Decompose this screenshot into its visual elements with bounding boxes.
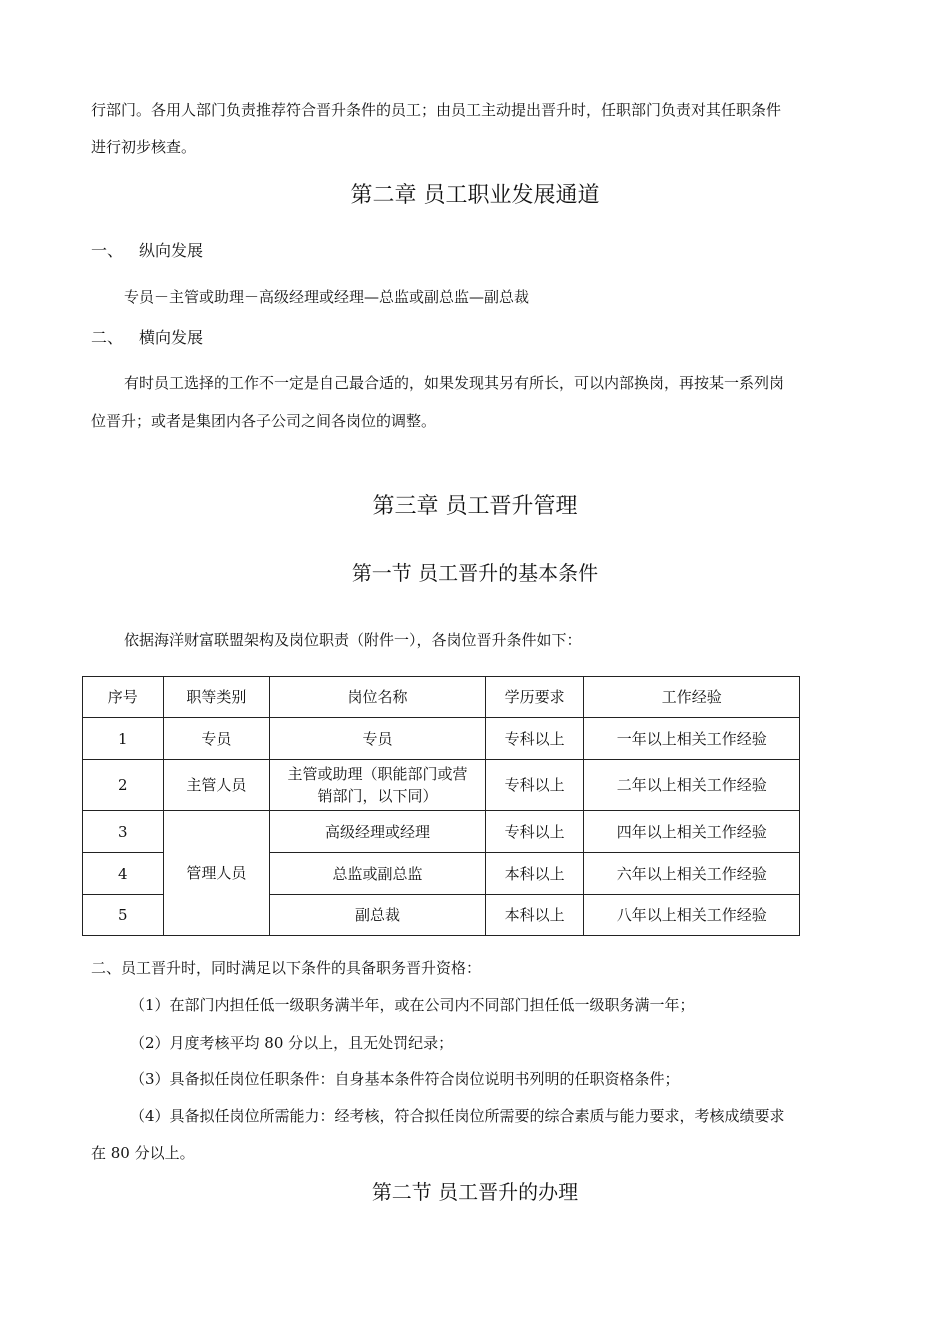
table-cell: 八年以上相关工作经验 xyxy=(584,895,800,936)
paragraph-line: 在 80 分以上。 xyxy=(91,1144,195,1162)
paragraph-line: 行部门。各用人部门负责推荐符合晋升条件的员工；由员工主动提出晋升时，任职部门负责对其任职条件 xyxy=(91,101,782,119)
paragraph-line: 专员－主管或助理－高级经理或经理—总监或副总监—副总裁 xyxy=(124,288,530,306)
table-cell: 副总裁 xyxy=(270,895,486,936)
table-header-cell: 学历要求 xyxy=(485,677,584,718)
table-cell: 六年以上相关工作经验 xyxy=(584,853,800,895)
cell-line: 销部门，以下同） xyxy=(317,787,438,805)
table-header-cell: 工作经验 xyxy=(584,677,800,718)
table-cell: 管理人员 xyxy=(163,811,270,936)
table-cell: 4 xyxy=(83,853,164,895)
table-row xyxy=(83,811,800,853)
table-cell: 专科以上 xyxy=(485,718,584,760)
table-cell: 5 xyxy=(83,895,164,936)
section-title: 横向发展 xyxy=(139,328,204,347)
paragraph-line: 二、员工晋升时，同时满足以下条件的具备职务晋升资格： xyxy=(91,959,482,977)
condition-item: （2）月度考核平均 80 分以上，且无处罚纪录； xyxy=(130,1034,454,1052)
section-number: 二、 xyxy=(91,328,124,347)
condition-item: （3）具备拟任岗位任职条件：自身基本条件符合岗位说明书列明的任职资格条件； xyxy=(130,1070,680,1088)
paragraph-line: 有时员工选择的工作不一定是自己最合适的，如果发现其另有所长，可以内部换岗，再按某一系列岗 xyxy=(124,374,785,392)
chapter-title: 第三章 员工晋升管理 xyxy=(372,494,578,519)
table-cell: 专科以上 xyxy=(485,811,584,853)
table-cell: 主管人员 xyxy=(163,760,270,811)
table-header-cell: 职等类别 xyxy=(163,677,270,718)
paragraph-line: 依据海洋财富联盟架构及岗位职责（附件一），各岗位晋升条件如下： xyxy=(124,631,582,649)
table-cell: 四年以上相关工作经验 xyxy=(584,811,800,853)
section-heading xyxy=(91,327,203,349)
chapter-title: 第二章 员工职业发展通道 xyxy=(350,183,600,208)
table-cell: 专科以上 xyxy=(485,760,584,811)
table-cell: 一年以上相关工作经验 xyxy=(584,718,800,760)
paragraph-line: 进行初步核查。 xyxy=(91,138,197,156)
table-header-row xyxy=(83,677,800,718)
subsection-title: 第一节 员工晋升的基本条件 xyxy=(351,561,599,585)
table-cell: 高级经理或经理 xyxy=(270,811,486,853)
condition-item: （4）具备拟任岗位所需能力：经考核，符合拟任岗位所需要的综合素质与能力要求，考核成绩要求 xyxy=(130,1107,785,1125)
table-row xyxy=(83,718,800,760)
table-cell: 总监或副总监 xyxy=(270,853,486,895)
table-cell: 本科以上 xyxy=(485,895,584,936)
table-cell: 2 xyxy=(83,760,164,811)
table-cell: 1 xyxy=(83,718,164,760)
table-cell: 3 xyxy=(83,811,164,853)
cell-line: 主管或助理（职能部门或营 xyxy=(287,765,468,783)
table-cell: 本科以上 xyxy=(485,853,584,895)
paragraph-line: 位晋升；或者是集团内各子公司之间各岗位的调整。 xyxy=(91,412,437,430)
table-row xyxy=(83,760,800,811)
table-cell xyxy=(270,760,486,811)
section-heading xyxy=(91,240,203,262)
table-cell: 专员 xyxy=(163,718,270,760)
subsection-title: 第二节 员工晋升的办理 xyxy=(371,1180,579,1204)
table-header-cell: 岗位名称 xyxy=(270,677,486,718)
section-number: 一、 xyxy=(91,241,124,260)
table-cell: 二年以上相关工作经验 xyxy=(584,760,800,811)
table-cell: 专员 xyxy=(270,718,486,760)
section-title: 纵向发展 xyxy=(139,241,204,260)
table-header-cell: 序号 xyxy=(83,677,164,718)
condition-item: （1）在部门内担任低一级职务满半年，或在公司内不同部门担任低一级职务满一年； xyxy=(130,996,695,1014)
promotion-conditions-table xyxy=(82,676,800,936)
